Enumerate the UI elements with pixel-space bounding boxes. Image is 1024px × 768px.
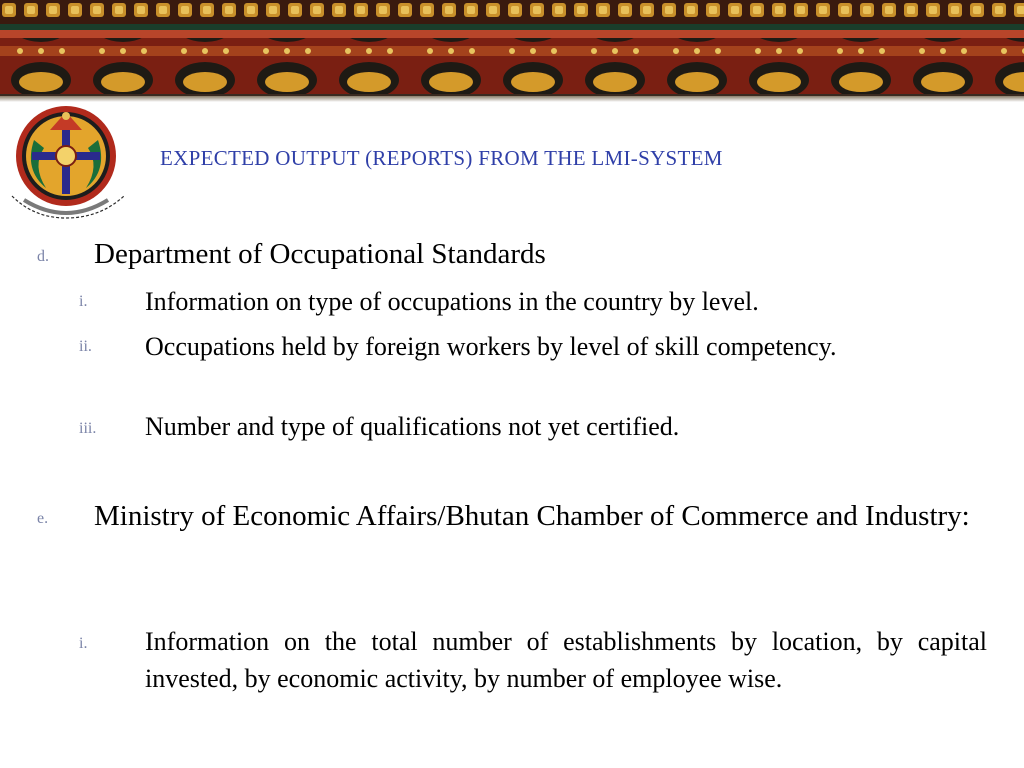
list-marker: i. <box>79 293 88 310</box>
royal-emblem-icon <box>4 100 144 226</box>
woodwork-pattern-icon <box>0 0 1024 100</box>
list-marker: i. <box>79 635 88 652</box>
list-item: Information on the total number of establishments by location, by capital invested, by economic activity, by number of employee wise. <box>145 627 987 693</box>
list-marker: iii. <box>79 420 97 437</box>
section-heading: Department of Occupational Standards <box>94 238 546 270</box>
list-item: Information on type of occupations in the country by level. <box>145 287 759 316</box>
royal-emblem <box>4 100 144 226</box>
list-item: Occupations held by foreign workers by level of skill competency. <box>145 332 837 361</box>
decorative-banner <box>0 0 1024 100</box>
list-item: Number and type of qualifications not yet certified. <box>145 412 680 441</box>
emblem-inscription <box>4 100 5 101</box>
list-marker: d. <box>37 248 49 265</box>
list-marker: ii. <box>79 338 92 355</box>
list-marker: e. <box>37 510 49 527</box>
section-heading: Ministry of Economic Affairs/Bhutan Chamber of Commerce and Industry: <box>94 500 970 532</box>
slide-title: EXPECTED OUTPUT (REPORTS) FROM THE LMI-SYSTEM <box>160 146 723 170</box>
banner-shadow <box>0 96 1024 102</box>
